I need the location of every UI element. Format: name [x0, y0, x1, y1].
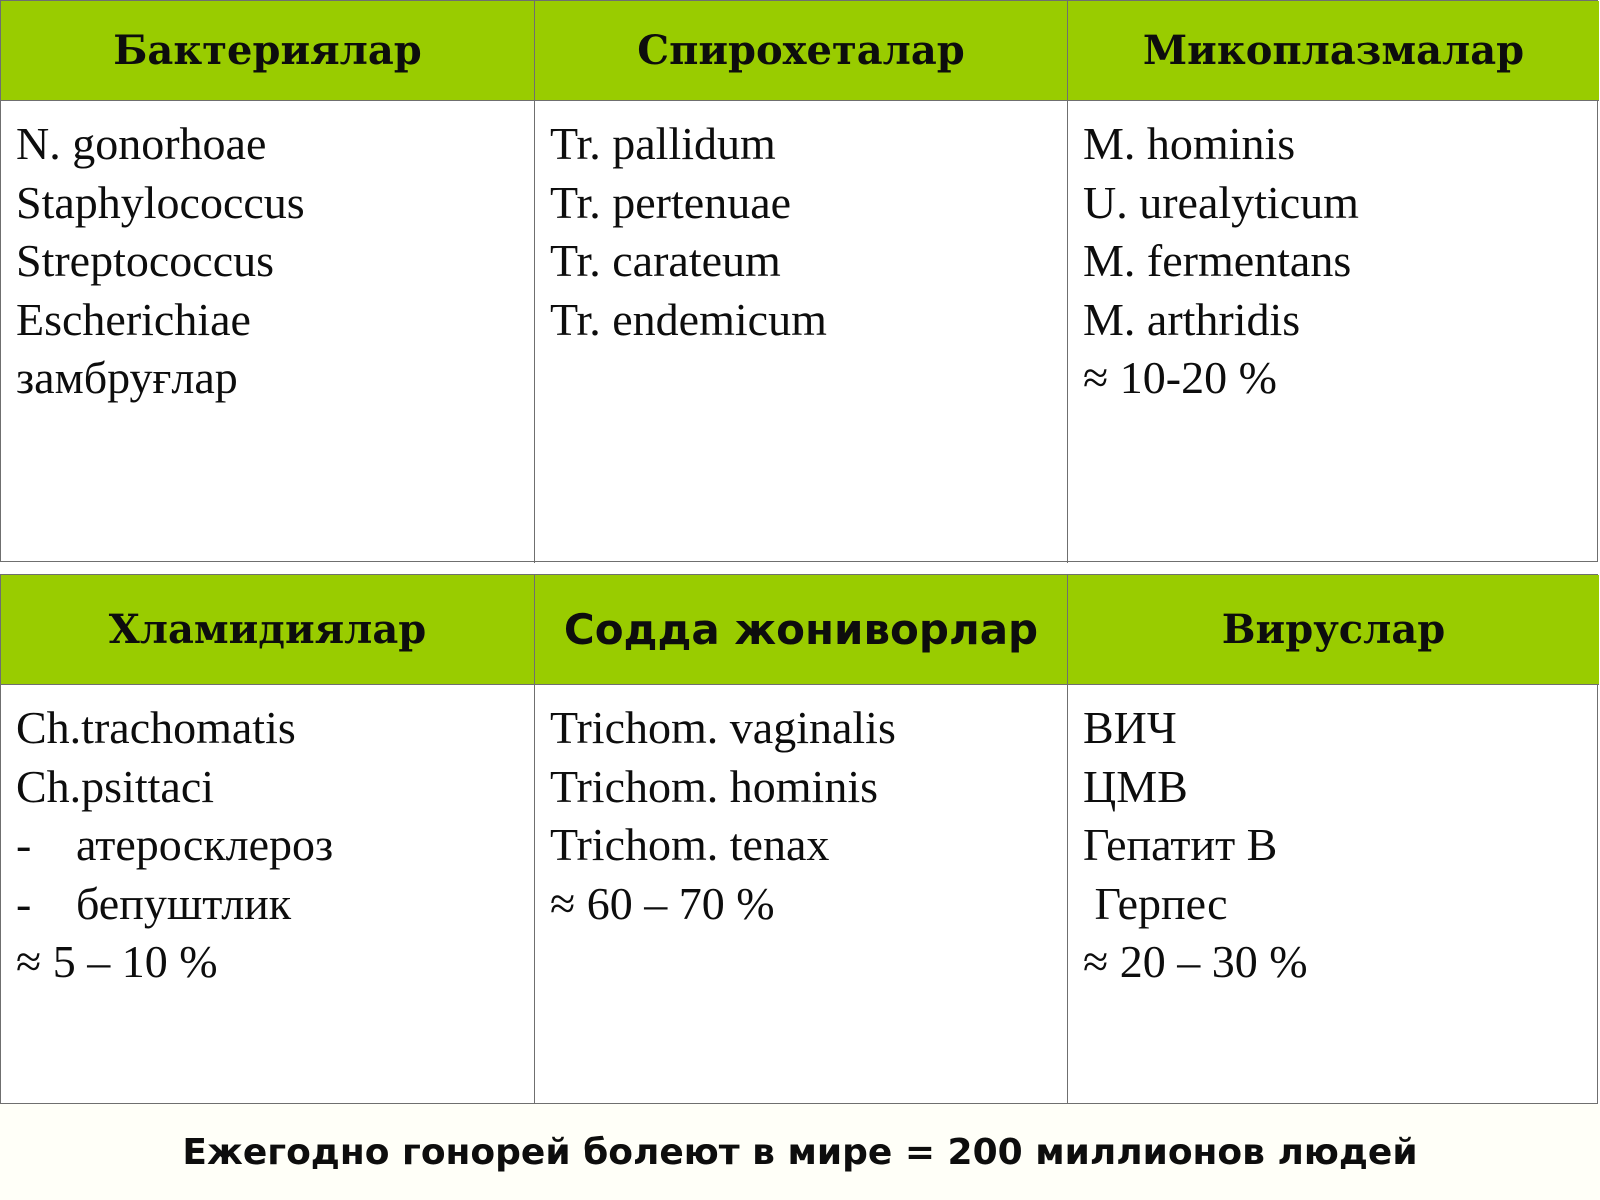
cell-chlamydia — [1, 685, 534, 1105]
list-item: Trichom. hominis — [550, 760, 879, 812]
percentage-value: ≈ 10-20 % — [1083, 352, 1277, 404]
percentage-value: ≈ 5 – 10 % — [16, 936, 218, 988]
percentage-value: ≈ 20 – 30 % — [1083, 936, 1308, 988]
header-spirochetes: Спирохеталар — [534, 1, 1067, 101]
list-item: замбруғлар — [16, 352, 238, 404]
percentage-value: ≈ 60 – 70 % — [550, 877, 775, 929]
header-bacteria: Бактериялар — [1, 1, 534, 101]
list-item: Герпес — [1083, 877, 1228, 929]
list-item: Ch.psittaci — [16, 760, 215, 812]
list-item: Streptococcus — [16, 235, 275, 287]
cell-protozoa — [534, 685, 1067, 1105]
cell-mycoplasmas — [1067, 101, 1599, 563]
list-item: N. gonorhoae — [16, 118, 267, 169]
list-item: Staphylococcus — [16, 176, 305, 228]
list-item: ВИЧ — [1083, 702, 1177, 753]
dash-marker: - — [16, 877, 32, 929]
list-item: M. hominis — [1083, 118, 1296, 169]
list-item — [16, 875, 534, 934]
list-item: ЦМВ — [1083, 760, 1188, 812]
list-item: Tr. endemicum — [550, 293, 827, 345]
bottom-table — [0, 574, 1598, 1104]
header-viruses: Вируслар — [1067, 575, 1599, 685]
list-item: Trichom. vaginalis — [550, 702, 896, 753]
list-item — [16, 816, 534, 875]
cell-spirochetes — [534, 101, 1067, 563]
cell-viruses — [1067, 685, 1599, 1105]
list-item: Escherichiae — [16, 293, 251, 345]
dash-marker: - — [16, 819, 32, 871]
list-item-text: атеросклероз — [76, 819, 334, 871]
list-item: M. arthridis — [1083, 293, 1301, 345]
list-item: Ch.trachomatis — [16, 702, 296, 753]
header-chlamydia: Хламидиялар — [1, 575, 534, 685]
top-table — [0, 0, 1598, 562]
list-item: M. fermentans — [1083, 235, 1352, 287]
header-mycoplasmas: Микоплазмалар — [1067, 1, 1599, 101]
list-item: Trichom. tenax — [550, 819, 830, 871]
list-item: Tr. pertenuae — [550, 176, 792, 228]
footer-note: Ежегодно гонорей болеют в мире = 200 миллионов людей — [0, 1104, 1600, 1200]
list-item: Tr. carateum — [550, 235, 781, 287]
cell-bacteria — [1, 101, 534, 563]
list-item: U. urealyticum — [1083, 176, 1359, 228]
list-item-text: бепуштлик — [76, 877, 292, 929]
list-item: Tr. pallidum — [550, 118, 776, 169]
header-protozoa: Содда жониворлар — [534, 575, 1067, 685]
list-item: Гепатит В — [1083, 819, 1278, 871]
